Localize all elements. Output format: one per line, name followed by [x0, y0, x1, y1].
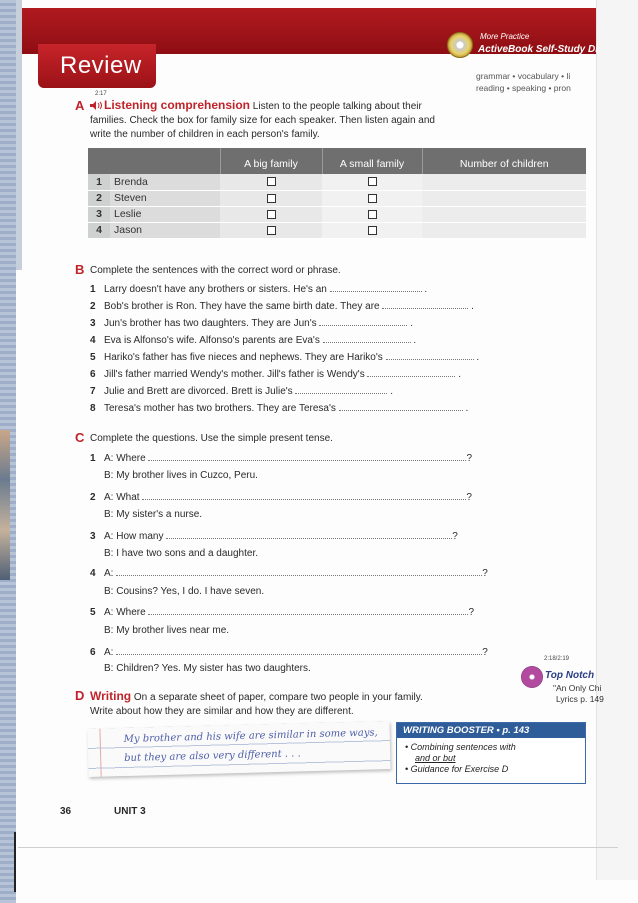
answer-b: B: My brother lives in Cuzco, Peru. — [104, 470, 258, 481]
small-family-cell — [322, 206, 422, 222]
item-number: 7 — [90, 386, 96, 397]
handwriting-sample-paper — [87, 721, 390, 777]
question-blank[interactable] — [148, 452, 466, 461]
booster-item-2: • Guidance for Exercise D — [405, 764, 509, 774]
question-a: 4 A: ? — [90, 568, 488, 579]
question-a: 6 A: ? — [90, 647, 488, 658]
table-row — [88, 190, 586, 206]
row-number: 2 — [88, 190, 110, 206]
paper-margin-line — [99, 729, 101, 777]
big-family-cell — [220, 190, 322, 206]
question-prompt: A: — [104, 647, 114, 658]
section-a-letter: A — [75, 98, 85, 113]
answer-blank[interactable] — [382, 300, 468, 309]
writing-booster-title: WRITING BOOSTER • p. 143 — [397, 723, 585, 738]
section-d-instr-2: Write about how they are similar and how they are different. — [90, 706, 354, 717]
row-number: 3 — [88, 206, 110, 222]
small-family-checkbox[interactable] — [368, 210, 377, 219]
answer-blank[interactable] — [386, 351, 474, 360]
section-a-title: Listening comprehension — [104, 98, 251, 112]
section-d-instructions — [90, 689, 423, 719]
track-number-a: 2:17 — [95, 91, 107, 97]
children-count-input[interactable] — [422, 190, 586, 206]
header-small-family: A small family — [322, 148, 422, 174]
small-family-checkbox[interactable] — [368, 177, 377, 186]
big-family-cell — [220, 206, 322, 222]
skills-line-2: reading • speaking • pron — [476, 83, 571, 93]
list-item: 1 Larry doesn't have any brothers or sisters. He's an . — [90, 284, 428, 295]
page-edge-right — [596, 0, 638, 880]
section-b-instructions: Complete the sentences with the correct word or phrase. — [90, 265, 341, 276]
answer-blank[interactable] — [295, 385, 387, 394]
item-number: 4 — [90, 568, 96, 579]
section-d-letter: D — [75, 688, 85, 703]
list-item: 4 Eva is Alfonso's wife. Alfonso's parents are Eva's . — [90, 335, 417, 346]
section-b-letter: B — [75, 262, 85, 277]
question-prompt: A: Where — [104, 453, 146, 464]
question-blank[interactable] — [142, 491, 466, 500]
top-notch-lyrics: Lyrics p. 149 — [556, 694, 604, 704]
cd-disc-icon — [447, 32, 473, 58]
table-row — [88, 174, 586, 190]
page-title: Review — [60, 52, 142, 79]
big-family-checkbox[interactable] — [267, 226, 276, 235]
handwriting-line-1: My brother and his wife are similar in some ways, — [123, 727, 378, 746]
item-number: 4 — [90, 335, 96, 346]
top-notch-title: Top Notch — [545, 670, 595, 681]
item-text: Hariko's father has five nieces and nephews. They are Hariko's — [104, 352, 383, 363]
question-prompt: A: How many — [104, 531, 164, 542]
item-number: 6 — [90, 369, 96, 380]
question-blank[interactable] — [116, 646, 482, 655]
answer-b: B: Children? Yes. My sister has two daughters. — [104, 663, 311, 674]
header-number-children: Number of children — [422, 148, 586, 174]
item-number: 1 — [90, 284, 96, 295]
header-big-family: A big family — [220, 148, 322, 174]
list-item: 6 Jill's father married Wendy's mother. Jill's father is Wendy's . — [90, 369, 462, 380]
table-header-blank — [88, 148, 220, 174]
item-number: 2 — [90, 301, 96, 312]
row-number: 4 — [88, 222, 110, 238]
question-a: 1 A: Where ? — [90, 453, 473, 464]
item-number: 6 — [90, 647, 96, 658]
activebook-label: ActiveBook Self-Study Di — [478, 44, 599, 55]
small-family-cell — [322, 190, 422, 206]
item-text: Teresa's mother has two brothers. They are Teresa's — [104, 403, 336, 414]
item-number: 5 — [90, 607, 96, 618]
table-row — [88, 206, 586, 222]
adjacent-page-strip — [0, 430, 10, 580]
answer-b: B: I have two sons and a daughter. — [104, 548, 258, 559]
answer-blank[interactable] — [323, 334, 411, 343]
section-a-instr-2: families. Check the box for family size for each speaker. Then listen again and — [90, 115, 435, 126]
speaker-name: Brenda — [110, 174, 220, 190]
writing-booster-box — [396, 722, 586, 784]
big-family-checkbox[interactable] — [267, 177, 276, 186]
small-family-checkbox[interactable] — [368, 226, 377, 235]
unit-label: UNIT 3 — [114, 806, 146, 817]
item-text: Jill's father married Wendy's mother. Jill's father is Wendy's — [104, 369, 365, 380]
table-row — [88, 222, 586, 238]
item-number: 5 — [90, 352, 96, 363]
item-text: Larry doesn't have any brothers or sisters. He's an — [104, 284, 327, 295]
big-family-cell — [220, 174, 322, 190]
question-blank[interactable] — [148, 606, 468, 615]
item-text: Jun's brother has two daughters. They are Jun's — [104, 318, 317, 329]
page-bottom-rule — [18, 847, 618, 848]
handwriting-line-2: but they are also very different . . . — [124, 748, 301, 765]
section-c-letter: C — [75, 430, 85, 445]
top-notch-song: "An Only Chi — [553, 683, 602, 693]
section-a-instr-1: Listen to the people talking about their — [252, 101, 422, 112]
children-count-input[interactable] — [422, 174, 586, 190]
list-item: 2 Bob's brother is Ron. They have the same birth date. They are . — [90, 301, 474, 312]
answer-blank[interactable] — [319, 317, 407, 326]
question-blank[interactable] — [116, 567, 482, 576]
question-a: 5 A: Where ? — [90, 607, 475, 618]
booster-item-1-cont: and or but — [415, 753, 456, 763]
list-item: 8 Teresa's mother has two brothers. They are Teresa's . — [90, 403, 469, 414]
answer-blank[interactable] — [339, 402, 463, 411]
item-text: Eva is Alfonso's wife. Alfonso's parents are Eva's — [104, 335, 320, 346]
children-count-input[interactable] — [422, 206, 586, 222]
item-number: 8 — [90, 403, 96, 414]
cd-disc-icon — [521, 666, 543, 688]
question-blank[interactable] — [166, 530, 452, 539]
answer-b: B: My sister's a nurse. — [104, 509, 203, 520]
item-text: Julie and Brett are divorced. Brett is Julie's — [104, 386, 293, 397]
item-number: 3 — [90, 318, 96, 329]
small-family-checkbox[interactable] — [368, 194, 377, 203]
question-a: 3 A: How many ? — [90, 531, 458, 542]
booster-item-1: • Combining sentences with — [405, 742, 516, 752]
speaker-name: Steven — [110, 190, 220, 206]
big-family-checkbox[interactable] — [267, 194, 276, 203]
item-text: Bob's brother is Ron. They have the same birth date. They are — [104, 301, 380, 312]
answer-blank[interactable] — [330, 283, 422, 292]
speaker-name: Leslie — [110, 206, 220, 222]
speaker-name: Jason — [110, 222, 220, 238]
list-item: 7 Julie and Brett are divorced. Brett is Julie's . — [90, 386, 394, 397]
section-d-title: Writing — [90, 689, 132, 703]
section-a-instructions — [90, 98, 590, 142]
item-number: 2 — [90, 492, 96, 503]
answer-b: B: Cousins? Yes, I do. I have seven. — [104, 586, 265, 597]
item-number: 3 — [90, 531, 96, 542]
list-item: 3 Jun's brother has two daughters. They are Jun's . — [90, 318, 413, 329]
page-number: 36 — [60, 806, 72, 817]
row-number: 1 — [88, 174, 110, 190]
skills-list — [476, 70, 571, 94]
family-size-table — [88, 148, 586, 239]
item-number: 1 — [90, 453, 96, 464]
children-count-input[interactable] — [422, 222, 586, 238]
question-prompt: A: — [104, 568, 114, 579]
small-family-cell — [322, 222, 422, 238]
question-prompt: A: Where — [104, 607, 146, 618]
question-prompt: A: What — [104, 492, 140, 503]
more-practice-label: More Practice — [480, 32, 530, 41]
top-notch-track: 2:18/2:19 — [544, 656, 570, 662]
big-family-checkbox[interactable] — [267, 210, 276, 219]
section-d-instr-1: On a separate sheet of paper, compare two people in your family. — [133, 692, 423, 703]
answer-blank[interactable] — [367, 368, 455, 377]
small-family-cell — [322, 174, 422, 190]
big-family-cell — [220, 222, 322, 238]
corner-mark — [14, 832, 16, 892]
answer-b: B: My brother lives near me. — [104, 625, 230, 636]
speaker-icon — [90, 101, 102, 110]
section-a-instr-3: write the number of children in each person's family. — [90, 129, 320, 140]
section-c-instructions: Complete the questions. Use the simple present tense. — [90, 433, 333, 444]
list-item: 5 Hariko's father has five nieces and nephews. They are Hariko's . — [90, 352, 480, 363]
question-a: 2 A: What ? — [90, 492, 472, 503]
skills-line-1: grammar • vocabulary • li — [476, 71, 571, 81]
table-header-row — [88, 148, 586, 174]
